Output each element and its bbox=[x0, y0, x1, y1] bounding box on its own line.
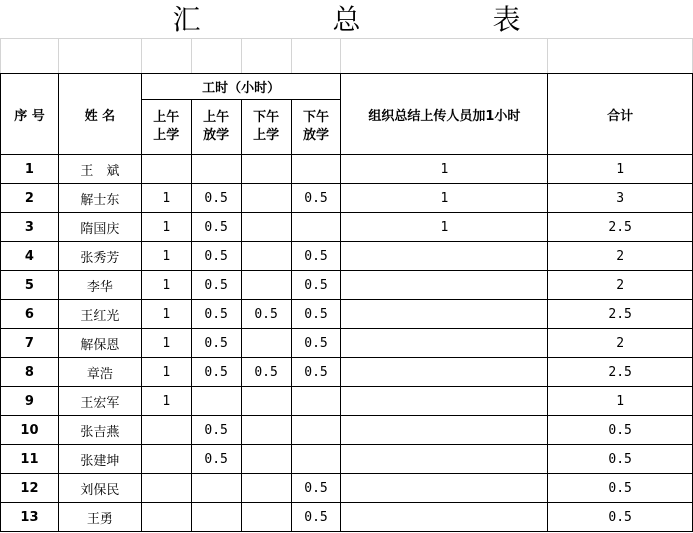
row-total[interactable]: 2 bbox=[548, 271, 693, 300]
row-summary-upload[interactable] bbox=[341, 387, 548, 416]
row-seq[interactable]: 9 bbox=[1, 387, 59, 416]
row-name[interactable]: 解保恩 bbox=[58, 329, 141, 358]
row-summary-upload[interactable]: 1 bbox=[341, 184, 548, 213]
row-morning-out[interactable]: 0.5 bbox=[191, 242, 241, 271]
row-morning-in[interactable] bbox=[141, 155, 191, 184]
row-seq[interactable]: 7 bbox=[1, 329, 59, 358]
row-morning-in[interactable]: 1 bbox=[141, 184, 191, 213]
row-morning-in[interactable]: 1 bbox=[141, 300, 191, 329]
row-total[interactable]: 1 bbox=[548, 387, 693, 416]
header-morning-in[interactable]: 上午 上学 bbox=[141, 100, 191, 155]
row-afternoon-in[interactable] bbox=[241, 155, 291, 184]
row-morning-out[interactable]: 0.5 bbox=[191, 300, 241, 329]
row-summary-upload[interactable] bbox=[341, 271, 548, 300]
row-summary-upload[interactable]: 1 bbox=[341, 213, 548, 242]
table-row bbox=[1, 416, 693, 445]
header-row-1 bbox=[1, 74, 693, 100]
table-row bbox=[1, 358, 693, 387]
table-row bbox=[1, 242, 693, 271]
row-summary-upload[interactable] bbox=[341, 416, 548, 445]
row-afternoon-in[interactable]: 0.5 bbox=[241, 300, 291, 329]
row-morning-out[interactable] bbox=[191, 387, 241, 416]
row-afternoon-out[interactable] bbox=[291, 416, 341, 445]
summary-table bbox=[0, 38, 693, 532]
row-seq[interactable]: 8 bbox=[1, 358, 59, 387]
row-seq[interactable]: 11 bbox=[1, 445, 59, 474]
row-morning-out[interactable] bbox=[191, 155, 241, 184]
row-total[interactable]: 0.5 bbox=[548, 416, 693, 445]
row-name[interactable]: 章浩 bbox=[58, 358, 141, 387]
row-seq[interactable]: 6 bbox=[1, 300, 59, 329]
blank-cell[interactable] bbox=[548, 39, 693, 74]
row-morning-in[interactable]: 1 bbox=[141, 271, 191, 300]
row-seq[interactable]: 1 bbox=[1, 155, 59, 184]
blank-cell[interactable] bbox=[241, 39, 291, 74]
row-afternoon-out[interactable] bbox=[291, 155, 341, 184]
table-row bbox=[1, 387, 693, 416]
row-afternoon-out[interactable] bbox=[291, 387, 341, 416]
blank-row bbox=[1, 39, 693, 74]
row-summary-upload[interactable] bbox=[341, 329, 548, 358]
row-afternoon-in[interactable] bbox=[241, 242, 291, 271]
row-name[interactable]: 王宏军 bbox=[58, 387, 141, 416]
row-seq[interactable]: 4 bbox=[1, 242, 59, 271]
row-morning-in[interactable]: 1 bbox=[141, 329, 191, 358]
row-afternoon-out[interactable]: 0.5 bbox=[291, 242, 341, 271]
row-name[interactable]: 王勇 bbox=[58, 503, 141, 532]
title-row bbox=[0, 0, 693, 38]
row-total[interactable]: 2.5 bbox=[548, 300, 693, 329]
page-title: 汇 总 表 bbox=[172, 3, 573, 36]
row-afternoon-in[interactable] bbox=[241, 503, 291, 532]
header-afternoon-in[interactable]: 下午 上学 bbox=[241, 100, 291, 155]
table-row bbox=[1, 503, 693, 532]
row-afternoon-in[interactable] bbox=[241, 387, 291, 416]
row-afternoon-in[interactable] bbox=[241, 329, 291, 358]
header-work-hours[interactable]: 工时（小时） bbox=[141, 74, 341, 100]
row-morning-out[interactable]: 0.5 bbox=[191, 445, 241, 474]
row-seq[interactable]: 3 bbox=[1, 213, 59, 242]
row-morning-in[interactable] bbox=[141, 503, 191, 532]
row-summary-upload[interactable] bbox=[341, 358, 548, 387]
row-afternoon-out[interactable]: 0.5 bbox=[291, 358, 341, 387]
row-total[interactable]: 2 bbox=[548, 242, 693, 271]
row-morning-out[interactable]: 0.5 bbox=[191, 416, 241, 445]
row-name[interactable]: 隋国庆 bbox=[58, 213, 141, 242]
row-total[interactable]: 1 bbox=[548, 155, 693, 184]
row-summary-upload[interactable] bbox=[341, 300, 548, 329]
row-summary-upload[interactable] bbox=[341, 474, 548, 503]
blank-cell[interactable] bbox=[1, 39, 59, 74]
row-afternoon-out[interactable]: 0.5 bbox=[291, 271, 341, 300]
table-row bbox=[1, 474, 693, 503]
row-afternoon-out[interactable]: 0.5 bbox=[291, 329, 341, 358]
header-afternoon-out[interactable]: 下午 放学 bbox=[291, 100, 341, 155]
row-afternoon-out[interactable]: 0.5 bbox=[291, 503, 341, 532]
row-afternoon-out[interactable]: 0.5 bbox=[291, 300, 341, 329]
row-afternoon-in[interactable] bbox=[241, 445, 291, 474]
row-total[interactable]: 2 bbox=[548, 329, 693, 358]
table-row bbox=[1, 155, 693, 184]
row-morning-in[interactable]: 1 bbox=[141, 242, 191, 271]
row-afternoon-in[interactable] bbox=[241, 416, 291, 445]
row-name[interactable]: 张秀芳 bbox=[58, 242, 141, 271]
row-morning-in[interactable] bbox=[141, 474, 191, 503]
row-name[interactable]: 张吉燕 bbox=[58, 416, 141, 445]
row-afternoon-out[interactable]: 0.5 bbox=[291, 474, 341, 503]
table-row bbox=[1, 213, 693, 242]
row-afternoon-out[interactable] bbox=[291, 213, 341, 242]
header-seq[interactable]: 序 号 bbox=[1, 74, 59, 155]
row-morning-out[interactable] bbox=[191, 474, 241, 503]
row-morning-in[interactable]: 1 bbox=[141, 213, 191, 242]
row-afternoon-in[interactable] bbox=[241, 474, 291, 503]
row-name[interactable]: 刘保民 bbox=[58, 474, 141, 503]
table-row bbox=[1, 184, 693, 213]
header-summary-upload[interactable]: 组织总结上传人员加1小时 bbox=[341, 74, 548, 155]
blank-cell[interactable] bbox=[191, 39, 241, 74]
row-afternoon-out[interactable]: 0.5 bbox=[291, 184, 341, 213]
row-morning-out[interactable]: 0.5 bbox=[191, 358, 241, 387]
row-total[interactable]: 2.5 bbox=[548, 358, 693, 387]
row-morning-out[interactable]: 0.5 bbox=[191, 271, 241, 300]
header-name[interactable]: 姓 名 bbox=[58, 74, 141, 155]
table-row bbox=[1, 445, 693, 474]
row-morning-in[interactable] bbox=[141, 445, 191, 474]
row-morning-in[interactable]: 1 bbox=[141, 387, 191, 416]
row-seq[interactable]: 5 bbox=[1, 271, 59, 300]
row-total[interactable]: 0.5 bbox=[548, 503, 693, 532]
row-name[interactable]: 王红光 bbox=[58, 300, 141, 329]
row-name[interactable]: 李华 bbox=[58, 271, 141, 300]
row-total[interactable]: 2.5 bbox=[548, 213, 693, 242]
row-morning-out[interactable]: 0.5 bbox=[191, 184, 241, 213]
table-row bbox=[1, 271, 693, 300]
row-name[interactable]: 解士东 bbox=[58, 184, 141, 213]
row-seq[interactable]: 13 bbox=[1, 503, 59, 532]
row-afternoon-in[interactable] bbox=[241, 213, 291, 242]
header-total[interactable]: 合计 bbox=[548, 74, 693, 155]
row-total[interactable]: 3 bbox=[548, 184, 693, 213]
row-total[interactable]: 0.5 bbox=[548, 445, 693, 474]
row-afternoon-in[interactable] bbox=[241, 184, 291, 213]
header-morning-out[interactable]: 上午 放学 bbox=[191, 100, 241, 155]
row-total[interactable]: 0.5 bbox=[548, 474, 693, 503]
row-seq[interactable]: 2 bbox=[1, 184, 59, 213]
blank-cell[interactable] bbox=[341, 39, 548, 74]
row-morning-out[interactable]: 0.5 bbox=[191, 213, 241, 242]
row-name[interactable]: 张建坤 bbox=[58, 445, 141, 474]
row-seq[interactable]: 12 bbox=[1, 474, 59, 503]
table-row bbox=[1, 300, 693, 329]
blank-cell[interactable] bbox=[141, 39, 191, 74]
row-morning-in[interactable]: 1 bbox=[141, 358, 191, 387]
row-seq[interactable]: 10 bbox=[1, 416, 59, 445]
row-name[interactable]: 王 斌 bbox=[58, 155, 141, 184]
row-summary-upload[interactable] bbox=[341, 242, 548, 271]
row-afternoon-out[interactable] bbox=[291, 445, 341, 474]
row-afternoon-in[interactable]: 0.5 bbox=[241, 358, 291, 387]
blank-cell[interactable] bbox=[291, 39, 341, 74]
row-summary-upload[interactable] bbox=[341, 445, 548, 474]
row-morning-in[interactable] bbox=[141, 416, 191, 445]
table-row bbox=[1, 329, 693, 358]
row-morning-out[interactable]: 0.5 bbox=[191, 329, 241, 358]
row-morning-out[interactable] bbox=[191, 503, 241, 532]
row-summary-upload[interactable]: 1 bbox=[341, 155, 548, 184]
row-summary-upload[interactable] bbox=[341, 503, 548, 532]
blank-cell[interactable] bbox=[58, 39, 141, 74]
row-afternoon-in[interactable] bbox=[241, 271, 291, 300]
